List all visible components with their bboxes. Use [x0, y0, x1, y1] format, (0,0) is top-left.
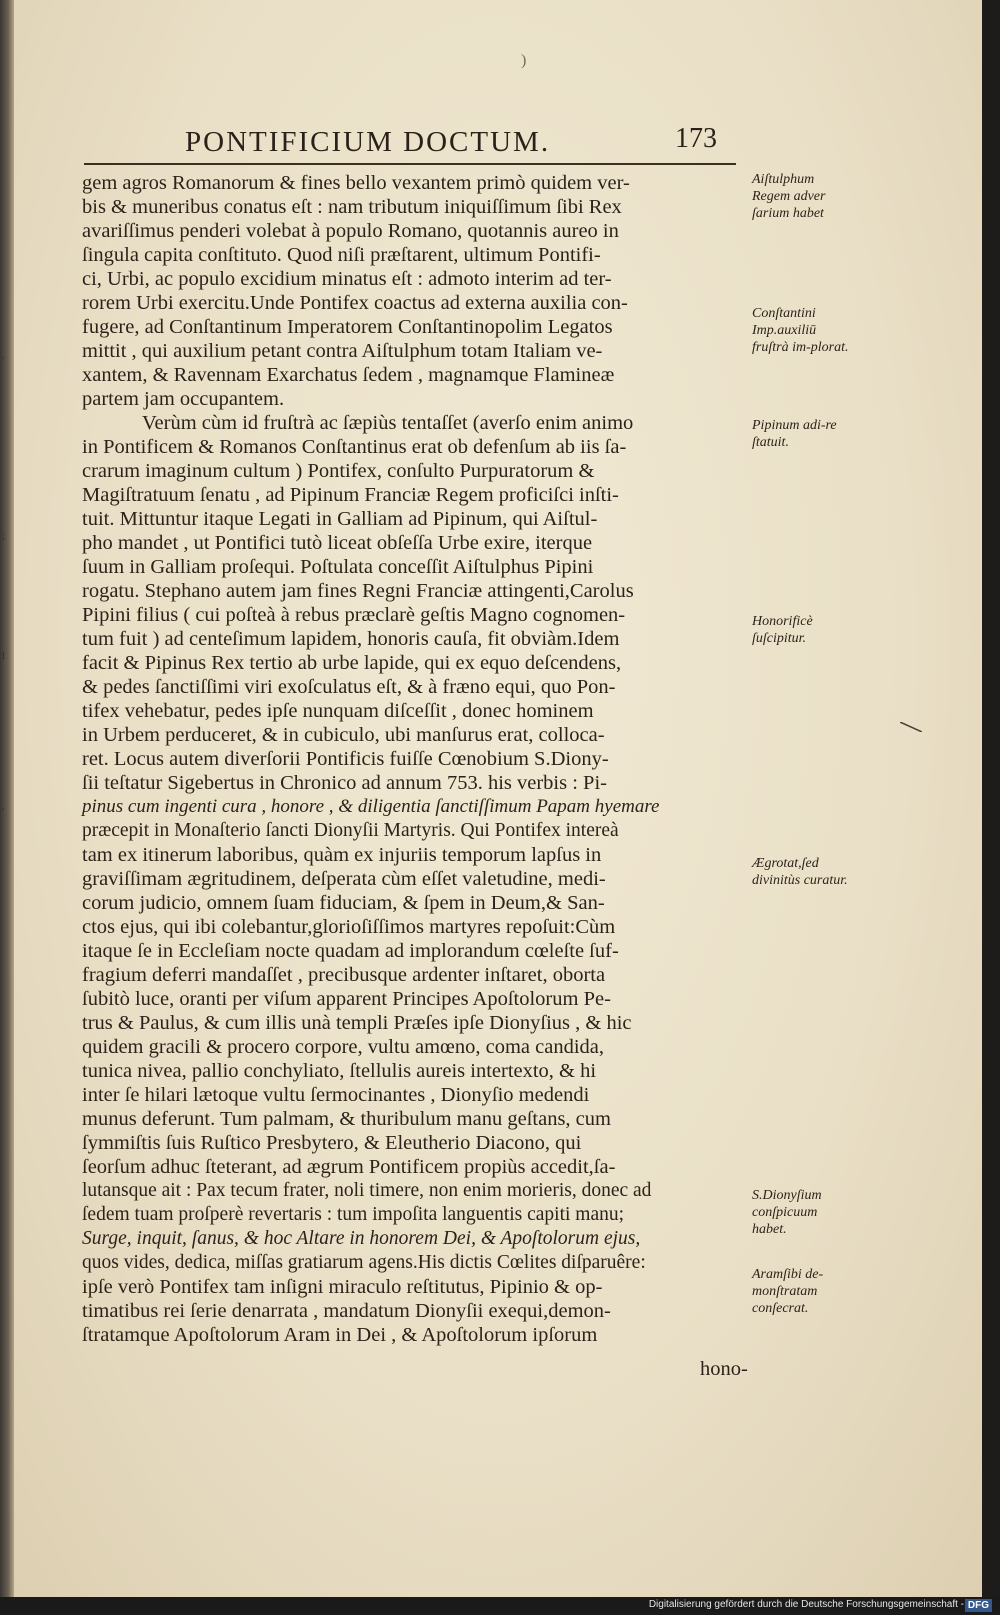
catchword: hono-	[700, 1358, 748, 1380]
text-line: ſeorſum adhuc ſteterant, ad ægrum Pontificem propiùs accedit,ſa-	[82, 1156, 616, 1178]
text-line: Pipini filius ( cui poſteà à rebus præclarè geſtis Magno cognomen-	[82, 604, 626, 626]
quotation-line: pinus cum ingenti cura , honore , & diligentia ſanctiſſimum Papam hyemare	[82, 796, 660, 817]
text-line: inter ſe hilari lætoque vultu ſermocinantes , Dionyſio medendi	[82, 1084, 590, 1106]
margin-note: Conſtantini Imp.auxiliū fruſtrà im-plorat.	[752, 306, 849, 355]
text-line: corum judicio, omnem ſuam fiduciam, & ſpem in Deum,& San-	[82, 892, 605, 914]
funding-credit: Digitalisierung gefördert durch die Deutsche Forschungsgemeinschaft -	[648, 1599, 964, 1610]
text-line: facit & Pipinus Rex tertio ab urbe lapide, qui ex equo deſcendens,	[82, 652, 622, 674]
book-gutter	[0, 0, 14, 1615]
text-line: quos vides, dedica, miſſas gratiarum agens.His dictis Cœlites diſparuêre:	[82, 1252, 646, 1273]
margin-note: Ægrotat,ſed divinitùs curatur.	[752, 856, 848, 888]
quotation-line: præcepit in Monaſterio ſancti Dionyſii Martyris. Qui Pontifex intereà	[82, 820, 619, 841]
text-line: xantem, & Ravennam Exarchatus ſedem , magnamque Flamineæ	[82, 364, 615, 386]
text-line: tunica nivea, pallio conchyliato, ſtellulis aureis intertexto, & hi	[82, 1060, 597, 1082]
text-line: ſedem tuam proſperè revertaris : tum impoſita languentis capiti manu;	[82, 1204, 625, 1225]
text-line: mittit , qui auxilium petant contra Aiſtulphum totam Italiam ve-	[82, 340, 603, 362]
gutter-fragment: l	[2, 650, 6, 662]
text-line: tam ex itinerum laboribus, quàm ex injuriis temporum lapſus in	[82, 844, 602, 866]
text-line: & pedes ſanctiſſimi viri exoſculatus eſt, & à fræno equi, quo Pon-	[82, 676, 616, 698]
pencil-mark	[900, 722, 922, 732]
text-line: ipſe verò Pontifex tam inſigni miraculo reſtitutus, Pipinio & op-	[82, 1276, 603, 1298]
text-line: timatibus rei ſerie denarrata , mandatum Dionyſii exequi,demon-	[82, 1300, 611, 1322]
margin-note: Aramſibi de-monſtratam conſecrat.	[752, 1267, 824, 1316]
dfg-logo: DFG	[965, 1599, 992, 1612]
text-line: tum fuit ) ad centeſimum lapidem, honoris cauſa, fit obviàm.Idem	[82, 628, 620, 650]
text-line: ſymmiſtis ſuis Ruſtico Presbytero, & Eleutherio Diacono, qui	[82, 1132, 582, 1154]
text-line: ſii teſtatur Sigebertus in Chronico ad annum 753. his verbis : Pi-	[82, 772, 607, 794]
quotation-line: Surge, inquit, ſanus, & hoc Altare in honorem Dei, & Apoſtolorum ejus,	[82, 1228, 641, 1249]
text-line: ret. Locus autem diverſorii Pontificis fuiſſe Cœnobium S.Diony-	[82, 748, 609, 770]
text-line: graviſſimam ægritudinem, deſperata cùm eſſet valetudine, medi-	[82, 868, 606, 890]
text-line: ſingula capita conſtituto. Quod niſi præſtarent, ultimum Pontifi-	[82, 244, 601, 266]
text-line: pho mandet , ut Pontifici tutò liceat obſeſſa Urbe exire, iterque	[82, 532, 593, 554]
margin-note: Pipinum adi-re ſtatuit.	[752, 418, 837, 450]
text-line: partem jam occupantem.	[82, 388, 285, 410]
text-line: ſtratamque Apoſtolorum Aram in Dei , & Apoſtolorum ipſorum	[82, 1324, 598, 1346]
text-line: lutansque ait : Pax tecum frater, noli timere, non enim morieris, donec ad	[82, 1180, 652, 1201]
text-line: munus deferunt. Tum palmam, & thuribulum manu geſtans, cum	[82, 1108, 611, 1130]
text-line: ctos ejus, qui ibi colebantur,glorioſiſſimos martyres repoſuit:Cùm	[82, 916, 616, 938]
text-line: ci, Urbi, ac populo excidium minatus eſt : admoto interim ad ter-	[82, 268, 612, 290]
running-head: PONTIFICIUM DOCTUM.	[185, 126, 551, 158]
text-line: ſubitò luce, oranti per viſum apparent Principes Apoſtolorum Pe-	[82, 988, 611, 1010]
gutter-fragment: ;	[2, 530, 6, 542]
header-rule	[84, 163, 736, 165]
text-line: rogatu. Stephano autem jam fines Regni Franciæ attingenti,Carolus	[82, 580, 634, 602]
text-line: trus & Paulus, & cum illis unà templi Præſes ipſe Dionyſius , & hic	[82, 1012, 632, 1034]
text-line: itaque ſe in Eccleſiam nocte quadam ad implorandum cœleſte ſuf-	[82, 940, 619, 962]
text-line: tuit. Mittuntur itaque Legati in Galliam ad Pipinum, qui Aiſtul-	[82, 508, 598, 530]
text-line: fugere, ad Conſtantinum Imperatorem Conſtantinopolim Legatos	[82, 316, 613, 338]
page-mark: )	[521, 52, 527, 69]
scan-border	[982, 0, 1000, 1615]
text-line: in Pontificem & Romanos Conſtantinus erat ob defenſum ab iis ſa-	[82, 436, 627, 458]
text-line: fragium deferri mandaſſet , precibusque ardenter inſtaret, oborta	[82, 964, 606, 986]
text-line: bis & muneribus conatus eſt : nam tributum iniquiſſimum ſibi Rex	[82, 196, 622, 218]
page-number: 173	[675, 123, 717, 154]
text-line: quidem gracili & procero corpore, vultu amœno, coma candida,	[82, 1036, 604, 1058]
gutter-fragment: ,	[2, 800, 5, 812]
paragraph-start-line: Verùm cùm id fruſtrà ac ſæpiùs tentaſſet (averſo enim animo	[142, 412, 634, 434]
margin-note: Honorificè ſuſcipitur.	[752, 614, 813, 646]
margin-note: Aiſtulphum Regem adver ſarium habet	[752, 172, 826, 221]
text-line: avariſſimus penderi volebat à populo Romano, quotannis aureo in	[82, 220, 619, 242]
text-line: ſuum in Galliam proſequi. Poſtulata conceſſit Aiſtulphus Pipini	[82, 556, 594, 578]
margin-note: S.Dionyſium conſpicuum habet.	[752, 1188, 822, 1237]
text-line: gem agros Romanorum & fines bello vexantem primò quidem ver-	[82, 172, 630, 194]
text-line: tifex vehebatur, pedes ipſe nunquam diſceſſit , donec hominem	[82, 700, 594, 722]
gutter-fragment: '	[2, 355, 4, 367]
text-line: Magiſtratuum ſenatu , ad Pipinum Franciæ Regem proficiſci inſti-	[82, 484, 619, 506]
text-line: crarum imaginum cultum ) Pontifex, conſulto Purpuratorum &	[82, 460, 595, 482]
text-line: in Urbem perduceret, & in cubiculo, ubi manſurus erat, colloca-	[82, 724, 605, 746]
text-line: rorem Urbi exercitu.Unde Pontifex coactus ad externa auxilia con-	[82, 292, 628, 314]
